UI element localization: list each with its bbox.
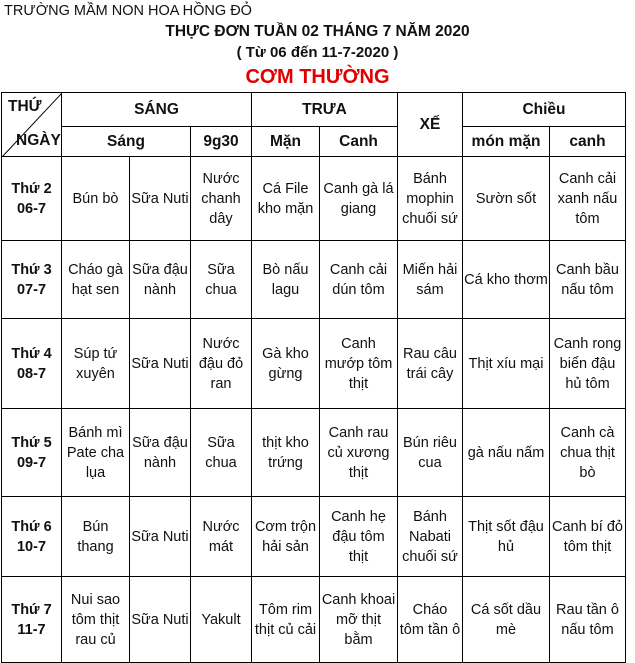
day-name: Thứ 3 xyxy=(11,261,52,278)
day-date: 11-7 xyxy=(17,621,46,638)
day-date: 06-7 xyxy=(16,200,47,217)
table-row xyxy=(2,497,626,577)
menu-cell-man: Tôm rim thịt củ cải xyxy=(252,577,320,663)
menu-cell-mon-man: Thịt xíu mại xyxy=(463,319,550,409)
menu-cell-canh: Canh rau củ xương thịt xyxy=(320,409,398,497)
header-canh: Canh xyxy=(320,127,398,157)
menu-cell-g930: Sữa Nuti xyxy=(130,319,191,409)
menu-cell-g930: Sữa đậu nành xyxy=(130,409,191,497)
menu-cell-man: thịt kho trứng xyxy=(252,409,320,497)
menu-cell-sang: Nui sao tôm thịt rau củ xyxy=(62,577,130,663)
menu-cell-g930b: Nước mát xyxy=(191,497,252,577)
menu-cell-xe: Rau câu trái cây xyxy=(398,319,463,409)
menu-cell-canh: Canh cải dún tôm xyxy=(320,241,398,319)
header-thu: THỨ xyxy=(8,98,42,115)
menu-cell-g930: Sữa đậu nành xyxy=(130,241,191,319)
header-9g30: 9g30 xyxy=(191,127,252,157)
menu-cell-g930b: Nước đậu đỏ ran xyxy=(191,319,252,409)
menu-cell-chieu-canh: Canh bí đỏ tôm thịt xyxy=(550,497,626,577)
menu-cell-canh: Canh mướp tôm thịt xyxy=(320,319,398,409)
header-chieu-canh: canh xyxy=(550,127,626,157)
day-name: Thứ 6 xyxy=(11,518,52,535)
table-row xyxy=(2,157,626,241)
menu-cell-xe: Bún riêu cua xyxy=(398,409,463,497)
menu-cell-canh: Canh hẹ đậu tôm thịt xyxy=(320,497,398,577)
menu-cell-sang: Bánh mì Pate cha lụa xyxy=(62,409,130,497)
menu-cell-sang: Bún bò xyxy=(62,157,130,241)
menu-cell-xe: Bánh Nabati chuối sứ xyxy=(398,497,463,577)
table-row xyxy=(2,577,626,663)
table-row xyxy=(2,319,626,409)
menu-cell-chieu-canh: Canh rong biển đậu hủ tôm xyxy=(550,319,626,409)
header-sang-group: SÁNG xyxy=(62,93,252,127)
menu-cell-g930: Sữa Nuti xyxy=(130,157,191,241)
menu-cell-xe: Cháo tôm tần ô xyxy=(398,577,463,663)
day-date: 09-7 xyxy=(16,454,47,471)
header-man: Mặn xyxy=(252,127,320,157)
menu-cell-mon-man: Cá sốt dầu mè xyxy=(463,577,550,663)
menu-cell-mon-man: Thịt sốt đậu hủ xyxy=(463,497,550,577)
menu-cell-g930: Sữa Nuti xyxy=(130,577,191,663)
header-xe: XẾ xyxy=(398,93,463,157)
menu-cell-man: Gà kho gừng xyxy=(252,319,320,409)
menu-cell-man: Cơm trộn hải sản xyxy=(252,497,320,577)
date-range: ( Từ 06 đến 11-7-2020 ) xyxy=(236,44,399,61)
header-ngay: NGÀY xyxy=(16,132,61,149)
day-date: 08-7 xyxy=(16,365,47,382)
table-row xyxy=(2,241,626,319)
day-date: 07-7 xyxy=(16,281,47,298)
table-row xyxy=(2,409,626,497)
menu-cell-canh: Canh khoai mỡ thịt bằm xyxy=(320,577,398,663)
day-name: Thứ 5 xyxy=(11,434,52,451)
day-cell xyxy=(2,157,62,241)
menu-cell-mon-man: Cá kho thơm xyxy=(463,241,550,319)
menu-type: CƠM THƯỜNG xyxy=(245,66,390,88)
menu-cell-sang: Cháo gà hạt sen xyxy=(62,241,130,319)
day-date: 10-7 xyxy=(16,538,47,555)
menu-cell-g930b: Yakult xyxy=(191,577,252,663)
menu-cell-sang: Súp tứ xuyên xyxy=(62,319,130,409)
day-name: Thứ 4 xyxy=(11,345,52,362)
menu-cell-g930b: Sữa chua xyxy=(191,241,252,319)
menu-cell-g930: Sữa Nuti xyxy=(130,497,191,577)
menu-cell-chieu-canh: Canh cải xanh nấu tôm xyxy=(550,157,626,241)
header-chieu-group: Chiều xyxy=(463,93,626,127)
header-thu-ngay xyxy=(2,93,62,157)
menu-title: THỰC ĐƠN TUẦN 02 THÁNG 7 NĂM 2020 xyxy=(165,23,470,40)
menu-cell-man: Cá File kho mặn xyxy=(252,157,320,241)
header-sang: Sáng xyxy=(62,127,191,157)
menu-cell-g930b: Sữa chua xyxy=(191,409,252,497)
menu-cell-canh: Canh gà lá giang xyxy=(320,157,398,241)
school-name: TRƯỜNG MẦM NON HOA HỒNG ĐỎ xyxy=(4,3,252,19)
day-cell xyxy=(2,577,62,663)
menu-cell-xe: Miến hải sám xyxy=(398,241,463,319)
menu-cell-sang: Bún thang xyxy=(62,497,130,577)
day-cell xyxy=(2,319,62,409)
day-cell xyxy=(2,409,62,497)
day-name: Thứ 7 xyxy=(11,601,52,618)
menu-cell-mon-man: Sườn sốt xyxy=(463,157,550,241)
menu-cell-g930b: Nước chanh dây xyxy=(191,157,252,241)
day-cell xyxy=(2,241,62,319)
menu-cell-man: Bò nấu lagu xyxy=(252,241,320,319)
menu-cell-chieu-canh: Canh bầu nấu tôm xyxy=(550,241,626,319)
day-cell xyxy=(2,497,62,577)
menu-cell-chieu-canh: Canh cà chua thịt bò xyxy=(550,409,626,497)
menu-table xyxy=(1,92,626,663)
header-trua-group: TRƯA xyxy=(252,93,398,127)
header-mon-man: món mặn xyxy=(463,127,550,157)
menu-cell-xe: Bánh mophin chuối sứ xyxy=(398,157,463,241)
menu-cell-chieu-canh: Rau tần ô nấu tôm xyxy=(550,577,626,663)
day-name: Thứ 2 xyxy=(11,180,52,197)
menu-cell-mon-man: gà nấu nấm xyxy=(463,409,550,497)
